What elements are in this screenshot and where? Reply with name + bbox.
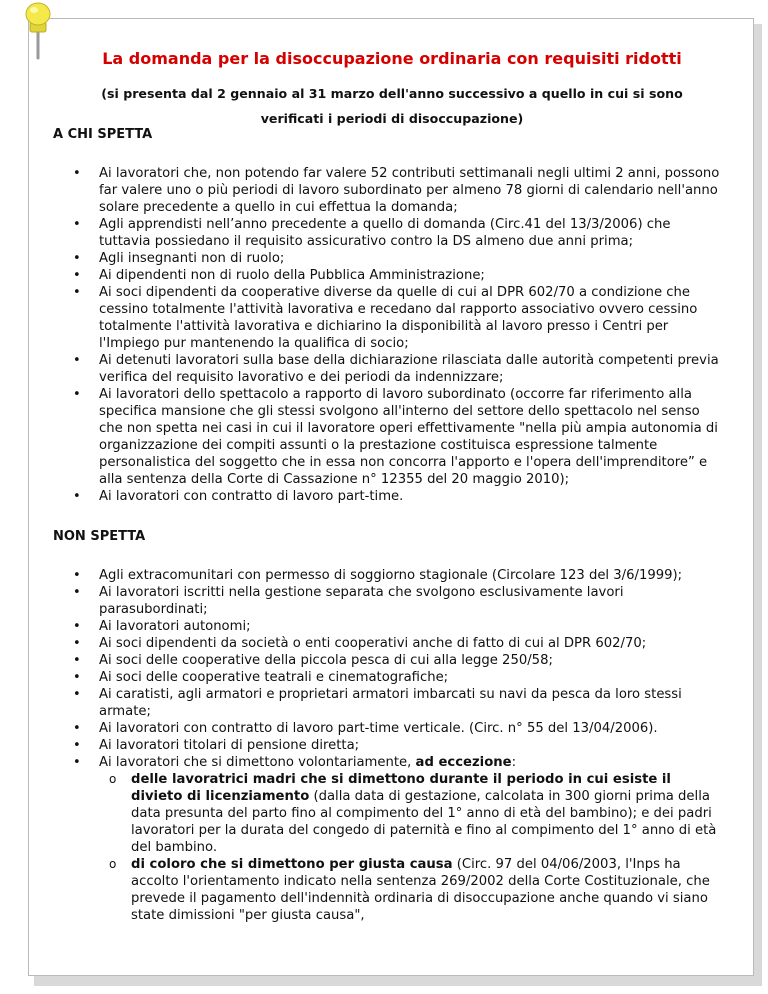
list-item: • Ai lavoratori con contratto di lavoro part-time verticale. (Circ. n° 55 del 13/04/2006). [99, 720, 724, 737]
sub-list-item-madri [131, 771, 724, 856]
list-item: • Agli insegnanti non di ruolo; [99, 250, 724, 267]
subtitle-line-2: verificati i periodi di disoccupazione) [260, 111, 524, 126]
non-spetta-heading: NON SPETTA [53, 529, 146, 544]
list-item: • Ai soci delle cooperative teatrali e cinematografiche; [99, 669, 724, 686]
list-item: • Agli extracomunitari con permesso di soggiorno stagionale (Circolare 123 del 3/6/1999); [99, 567, 724, 584]
exceptions-sublist [131, 771, 724, 924]
document-subtitle [69, 81, 715, 131]
list-item: • Ai detenuti lavoratori sulla base della dichiarazione rilasciata dalle autorità competenti previa verifica del requisito lavorativo e dei periodi da indennizzare; [99, 352, 724, 386]
list-item-dimissioni [99, 754, 724, 924]
sub-item-text: (Circ. 97 del 04/06/2003, l'Inps ha accolto l'orientamento indicato nella sentenza 269/2002 della Corte Costituzionale, che prevede il pagamento dell'indennità ordinaria di disoccupazione anche quando vi siano state dimissioni "per giusta causa", [131, 857, 710, 923]
non-spetta-list [99, 567, 724, 924]
sub-list-item-giusta-causa [131, 856, 724, 924]
list-item: • Ai soci dipendenti da cooperative diverse da quelle di cui al DPR 602/70 a condizione che cessino totalmente l'attività lavorativa e recedano dal rapporto associativo ovvero cessino totalmente l'attività lavorativa e dichiarino la disponibilità al lavoro presso i Centri per l'Impiego pur mantenendo la qualifica di socio; [99, 284, 724, 352]
list-item: • Agli apprendisti nell’anno precedente a quello di domanda (Circ.41 del 13/3/2006) che tuttavia possiedano il requisito assicurativo contro la DS almeno due anni prima; [99, 216, 724, 250]
list-item: • Ai lavoratori iscritti nella gestione separata che svolgono esclusivamente lavori parasubordinati; [99, 584, 724, 618]
list-item: • Ai lavoratori che, non potendo far valere 52 contributi settimanali negli ultimi 2 anni, possono far valere uno o più periodi di lavoro subordinato per almeno 78 giorni di calendario nell'anno solare precedente a quello in cui effettua la domanda; [99, 165, 724, 216]
list-item: • Ai soci dipendenti da società o enti cooperativi anche di fatto di cui al DPR 602/70; [99, 635, 724, 652]
list-item: • Ai soci delle cooperative della piccola pesca di cui alla legge 250/58; [99, 652, 724, 669]
document-title: La domanda per la disoccupazione ordinaria con requisiti ridotti [102, 49, 682, 68]
document-page [28, 18, 754, 976]
sub-item-text: (dalla data di gestazione, calcolata in 300 giorni prima della data presunta del parto fino al compimento del 1° anno di età del bambino); e dei padri lavoratori per la durata del congedo di paternità e fino al compimento del 1° anno di età del bambino. [131, 789, 717, 855]
dimissioni-exception: ad eccezione [415, 755, 512, 770]
list-item: • Ai lavoratori dello spettacolo a rapporto di lavoro subordinato (occorre far riferimento alla specifica mansione che gli stessi svolgono all'interno del settore dello spettacolo nel senso che non spetta nei casi in cui il lavoratore operi effettivamente "nella più ampia autonomia di organizzazione dei compiti assunti o la prestazione costituisca espressione talmente personalistica del soggetto che in essa non concorra l'apporto e l'opera dell'imprenditore” e alla sentenza della Corte di Cassazione n° 12355 del 20 maggio 2010); [99, 386, 724, 488]
chi-spetta-list [99, 165, 724, 505]
dimissioni-suffix: : [511, 755, 517, 770]
subtitle-line-1: (si presenta dal 2 gennaio al 31 marzo dell'anno successivo a quello in cui si sono [101, 86, 683, 101]
dimissioni-text: Ai lavoratori che si dimettono volontariamente, [99, 755, 416, 770]
list-item: • Ai lavoratori titolari di pensione diretta; [99, 737, 724, 754]
list-item: • Ai lavoratori con contratto di lavoro part-time. [99, 488, 724, 505]
chi-spetta-heading: A CHI SPETTA [53, 127, 153, 142]
sub-item-bold: delle lavoratrici madri che si dimettono durante il periodo in cui esiste il divieto di licenziamento [131, 772, 671, 804]
sub-item-bold: di coloro che si dimettono per giusta causa [131, 857, 453, 872]
list-item: • Ai lavoratori autonomi; [99, 618, 724, 635]
list-item: • Ai caratisti, agli armatori e proprietari armatori imbarcati su navi da pesca da loro stessi armate; [99, 686, 724, 720]
pushpin-icon [18, 0, 58, 62]
list-item: • Ai dipendenti non di ruolo della Pubblica Amministrazione; [99, 267, 724, 284]
